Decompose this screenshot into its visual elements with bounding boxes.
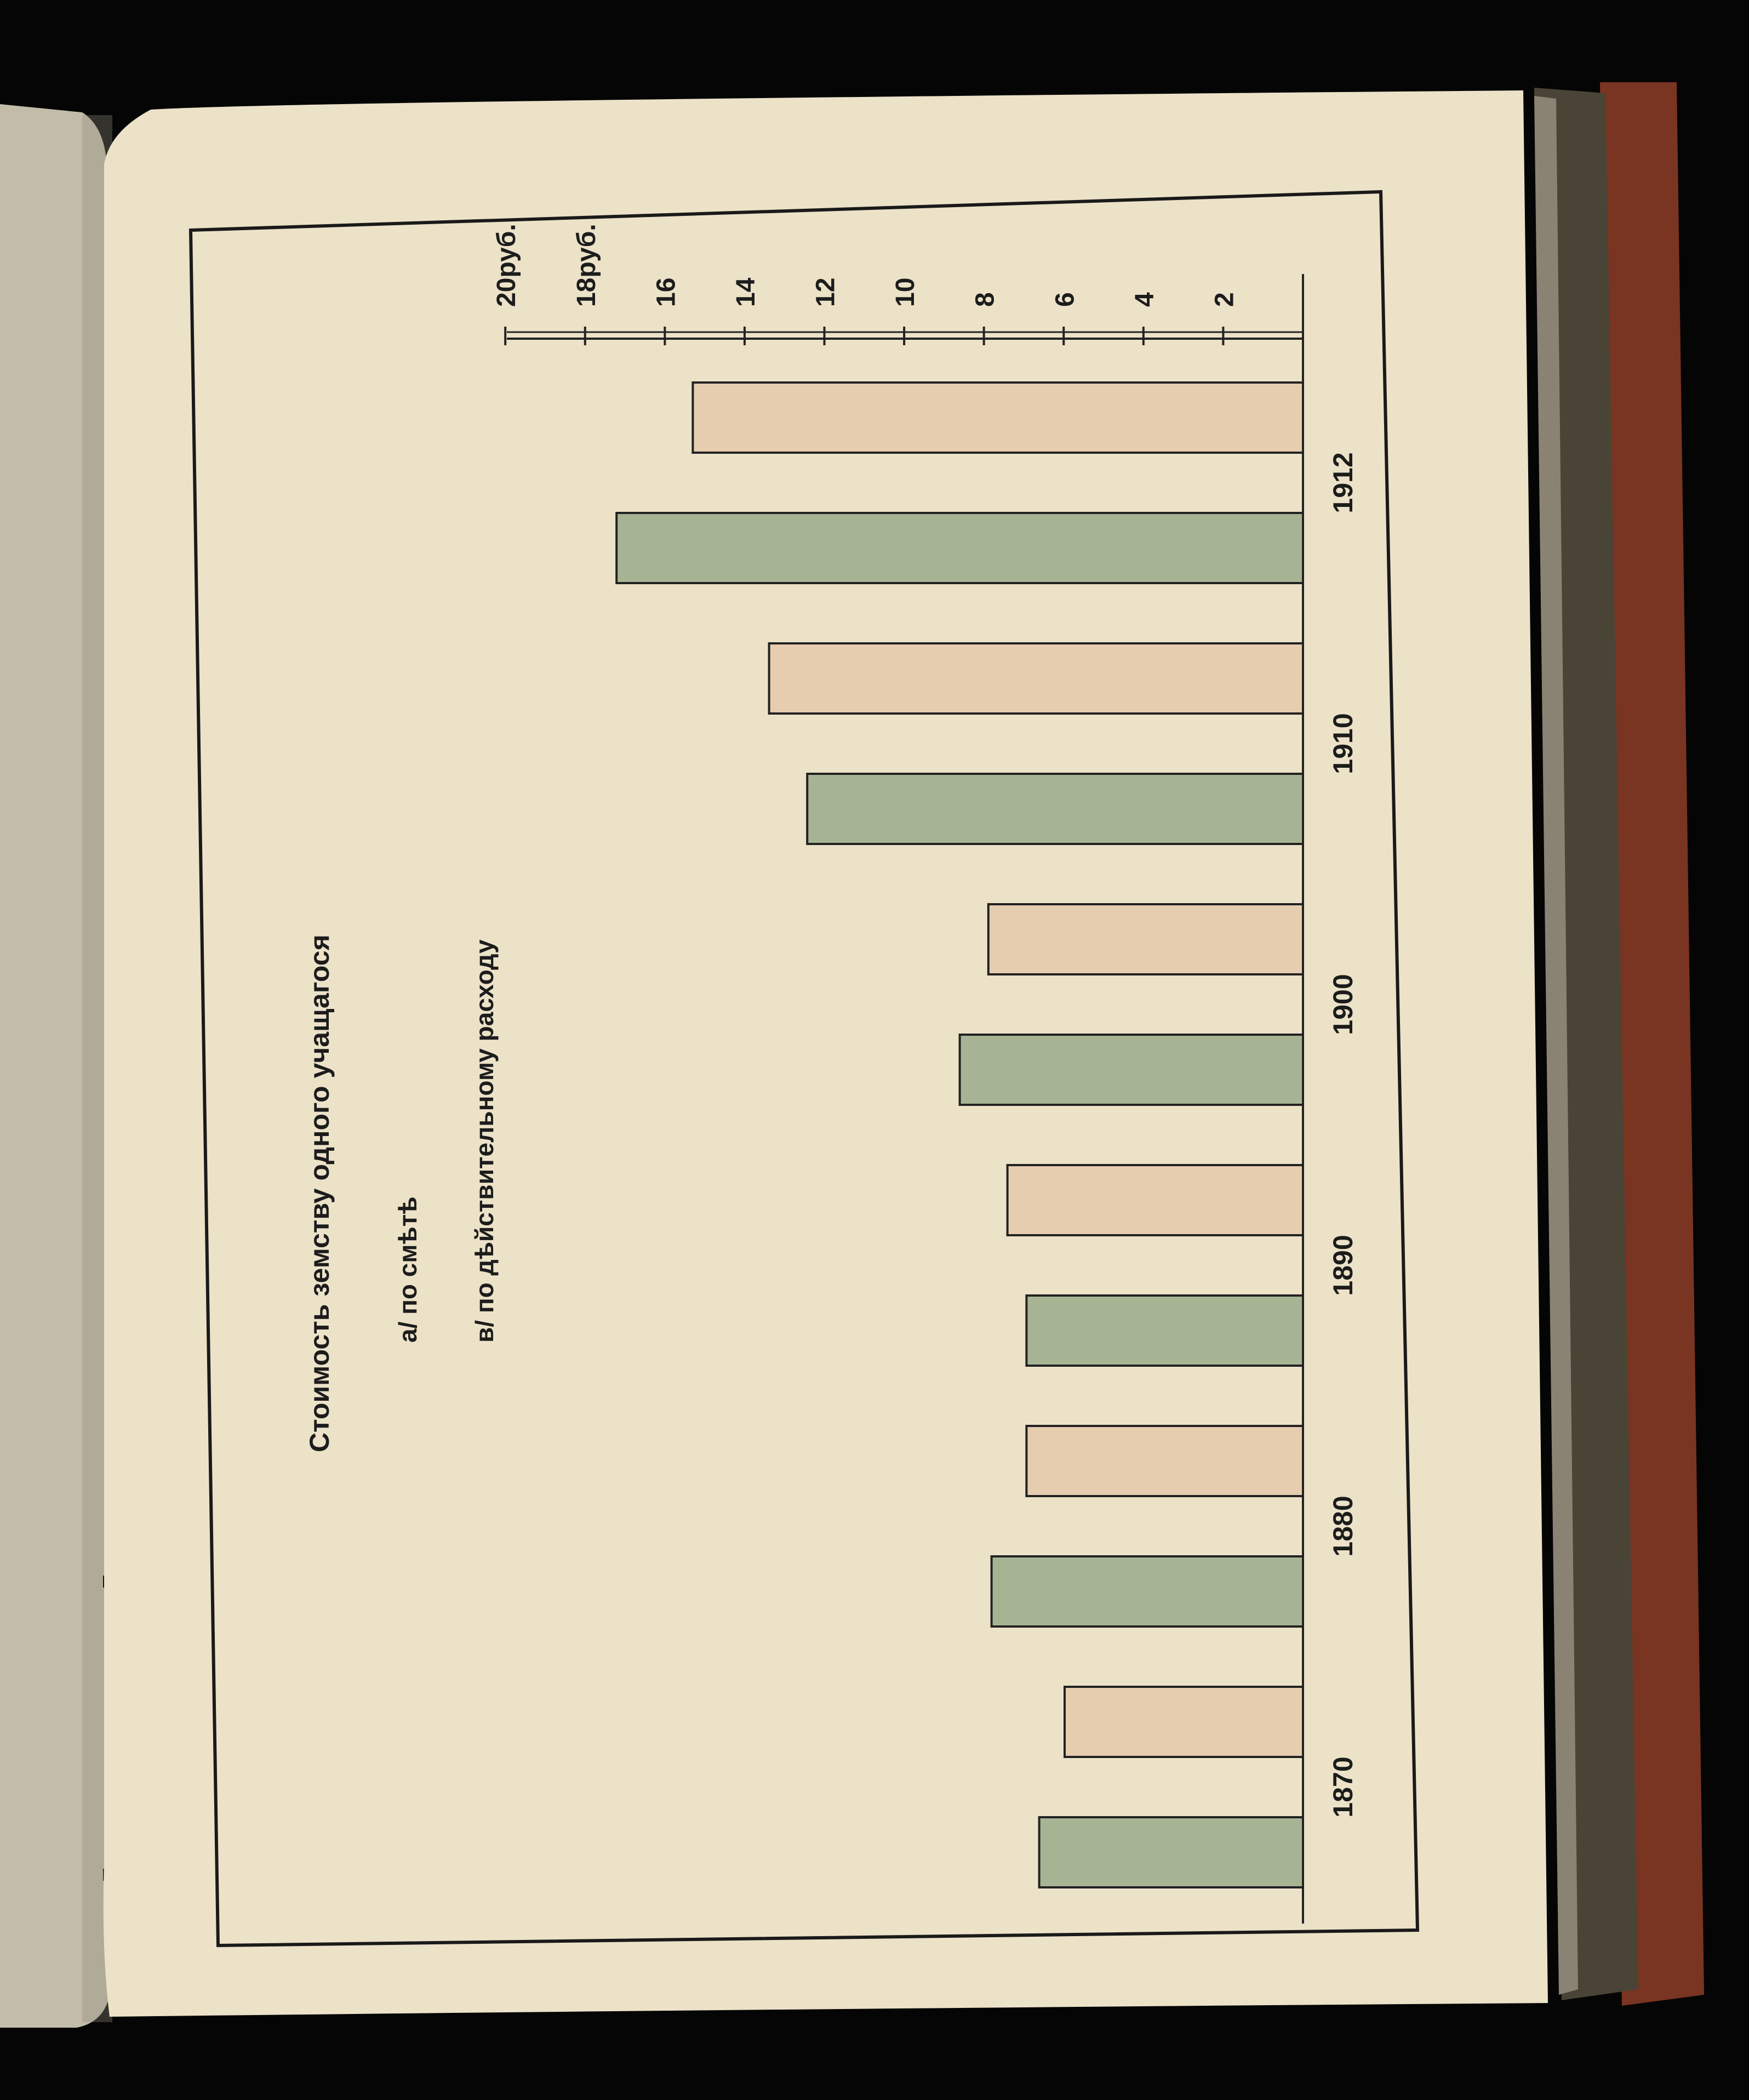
tick-label: 10 <box>891 277 921 307</box>
category-label: 1880 <box>1328 1496 1358 1557</box>
category-label: 1910 <box>1328 713 1358 774</box>
bar-smeta-1870 <box>1065 1687 1303 1757</box>
tick-label: 12 <box>811 277 841 307</box>
tick-label: 20руб. <box>492 224 522 307</box>
legend-item-smeta: а/ по смѣтѣ <box>393 1196 422 1343</box>
tick-label: 4 <box>1130 292 1159 307</box>
tick-label: 18руб. <box>571 224 601 307</box>
tick-label: 2 <box>1210 292 1239 307</box>
tick-label: 8 <box>970 292 1000 307</box>
bar-actual-1890 <box>1026 1296 1303 1366</box>
category-label: 1890 <box>1328 1235 1358 1296</box>
bar-actual-1870 <box>1039 1817 1303 1887</box>
bar-smeta-1880 <box>1026 1426 1303 1496</box>
bar-smeta-1910 <box>769 643 1303 714</box>
bar-actual-1880 <box>992 1556 1303 1627</box>
category-label: 1870 <box>1328 1756 1358 1818</box>
tick-label: 6 <box>1050 292 1080 307</box>
legend-item-actual: в/ по дѣйствительному расходу <box>470 939 499 1343</box>
category-label: 1912 <box>1328 452 1358 513</box>
bar-actual-1900 <box>960 1035 1303 1105</box>
bar-smeta-1900 <box>988 904 1303 974</box>
bar-actual-1910 <box>807 774 1303 844</box>
tick-label: 16 <box>651 277 681 307</box>
category-label: 1900 <box>1328 974 1358 1035</box>
bar-actual-1912 <box>616 513 1303 583</box>
bar-smeta-1890 <box>1008 1165 1303 1235</box>
chart-title: Стоимость земству одного учащагося <box>304 934 335 1452</box>
bar-smeta-1912 <box>693 383 1303 453</box>
tick-label: 14 <box>731 277 761 307</box>
